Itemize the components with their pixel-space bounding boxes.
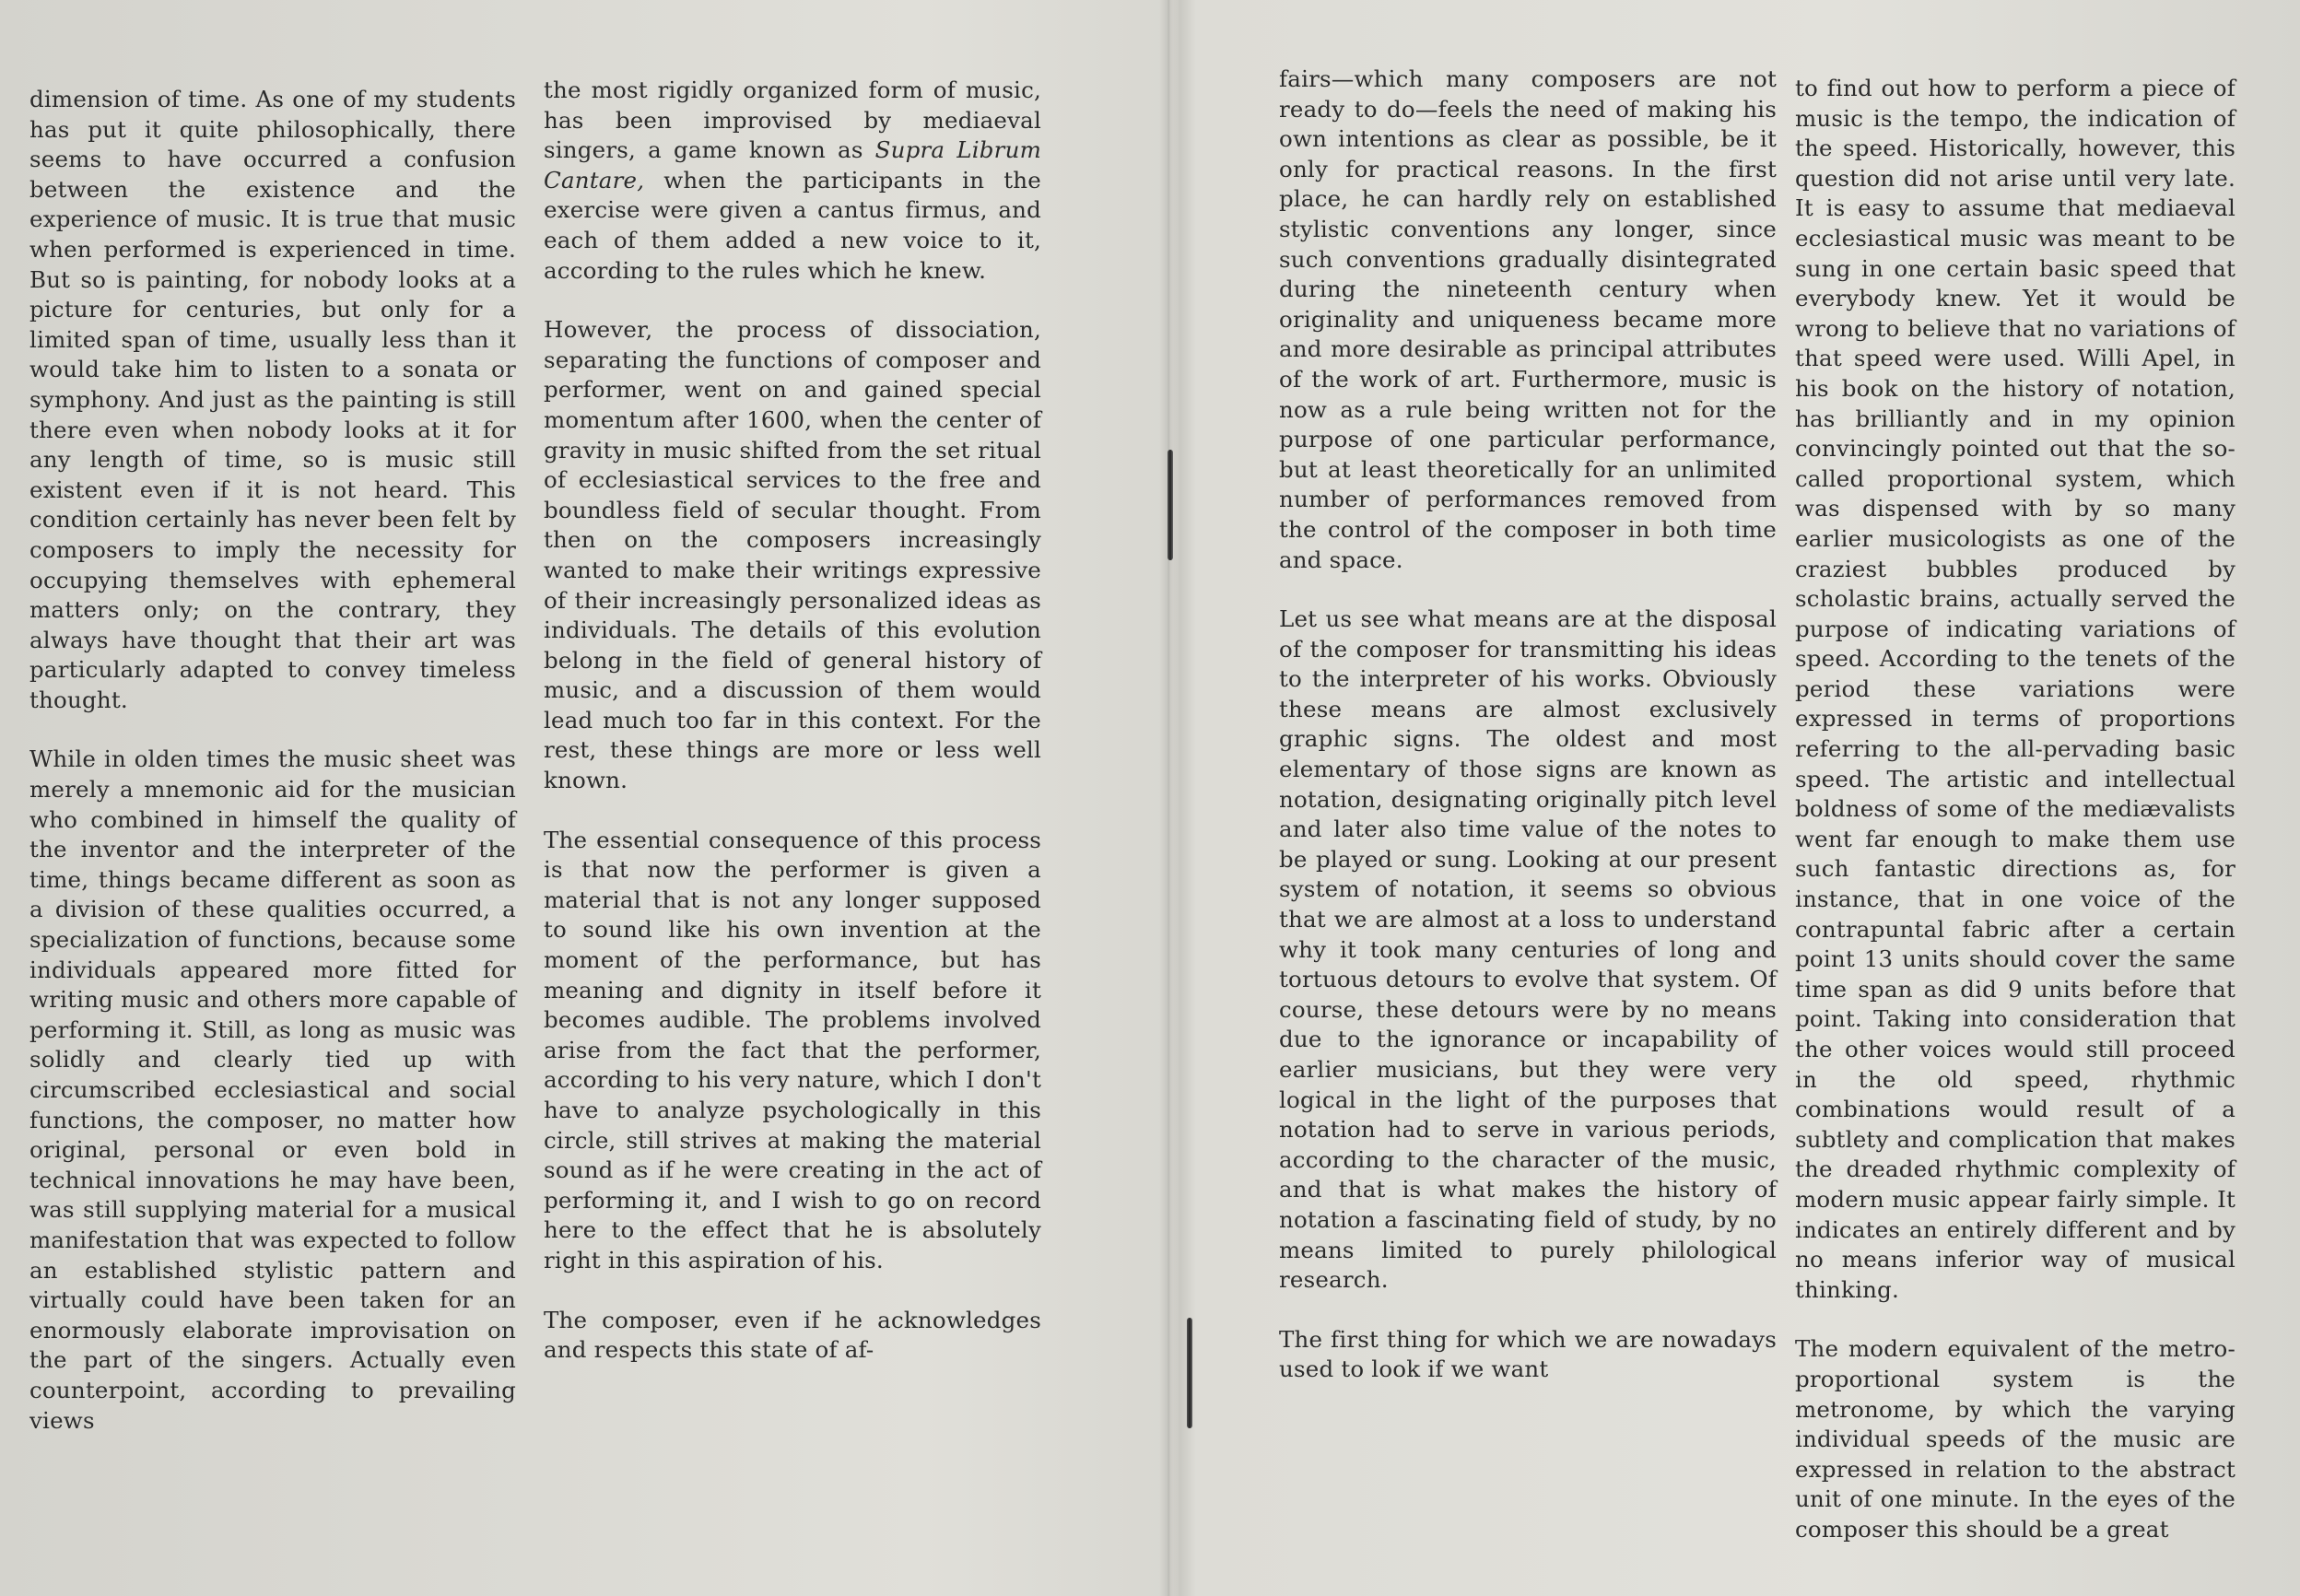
- paragraph-text: the most rigidly organized form of music, has been improvised by mediaeval singers, a game known as: [544, 76, 1041, 164]
- paragraph: The modern equivalent of the metro-proportional system is the metronome, by which the varying individual speeds of the music are expressed in relation to the abstract unit of one minute. In the eyes of the composer this should be a great: [1795, 1335, 2235, 1543]
- column-3: [1279, 65, 1777, 1414]
- paragraph: The composer, even if he acknowledges and respects this state of af-: [544, 1306, 1041, 1364]
- paragraph: The first thing for which we are nowadays used to look if we want: [1279, 1325, 1777, 1383]
- paragraph: While in olden times the music sheet was merely a mnemonic aid for the musician who combined in himself the quality of the inventor and the interpreter of the time, things became different as soon as a division of these qualities occurred, a specialization of functions, because some individuals appeared more fitted for writing music and others more capable of performing it. Still, as long as music was solidly and clearly tied up with circumscribed ecclesiastical and social functions, the composer, no matter how original, personal or even bold in technical innovations he may have been, was still supplying material for a musical manifestation that was expected to follow an established stylistic pattern and virtually could have been taken for an enormously elaborate improvisation on the part of the singers. Actually even counterpoint, according to prevailing views: [29, 745, 516, 1434]
- paragraph-text: when the participants in the exercise were given a cantus firmus, and each of them added a new voice to it, according to the rules which he knew.: [544, 166, 1041, 284]
- paragraph: fairs—which many composers are not ready to do—feels the need of making his own intentions as clear as possible, be it only for practical reasons. In the first place, he can hardly rely on established stylistic conventions any longer, since such conventions gradually disintegrated during the nineteenth century when originality and uniqueness became more and more desirable as principal attributes of the work of art. Furthermore, music is now as a rule being written not for the purpose of one particular performance, but at least theoretically for an unlimited number of performances removed from the control of the composer in both time and space.: [1279, 65, 1777, 573]
- paragraph: However, the process of dissociation, separating the functions of composer and performer, went on and gained special momentum after 1600, when the center of gravity in music shifted from the set ritual of ecclesiastical services to the free and boundless field of secular thought. From then on the composers increasingly wanted to make their writings expressive of their increasingly personalized ideas as individuals. The details of this evolution belong in the field of general history of music, and a discussion of them would lead much too far in this context. For the rest, these things are more or less well known.: [544, 316, 1041, 794]
- paragraph: to find out how to perform a piece of music is the tempo, the indication of the speed. Historically, however, this question did not arise until very late. It is easy to assume that mediaeval ecclesiastical music was meant to be sung in one certain basic speed that everybody knew. Yet it would be wrong to believe that no variations of that speed were used. Willi Apel, in his book on the history of notation, has brilliantly and in my opinion convincingly pointed out that the so-called proportional system, which was dispensed with by so many earlier musicologists as one of the craziest bubbles produced by scholastic brains, actually served the purpose of indicating variations of speed. According to the tenets of the period these variations were expressed in terms of proportions referring to the all-pervading basic speed. The artistic and intellectual boldness of some of the mediævalists went far enough to make them use such fantastic directions as, for instance, that in one voice of the contrapuntal fabric after a certain point 13 units should cover the same time span as did 9 units before that point. Taking into consideration that the other voices would still proceed in the old speed, rhythmic combinations would result of a subtlety and complication that makes the dreaded rhythmic complexity of modern music appear fairly simple. It indicates an entirely different and by no means inferior way of musical thinking.: [1795, 75, 2235, 1303]
- column-1: [29, 85, 516, 1465]
- paragraph: Let us see what means are at the disposal of the composer for transmitting his ideas to the interpreter of his works. Obviously these means are almost exclusively graphic signs. The oldest and most elementary of those signs are known as notation, designating originally pitch level and later also time value of the notes to be played or sung. Looking at our present system of notation, it seems so obvious that we are almost at a loss to understand why it took many centuries of long and tortuous detours to evolve that system. Of course, these detours were by no means due to the ignorance or incapability of earlier musicians, but they were very logical in the light of the purposes that notation had to serve in various periods, according to the character of the music, and that is what makes the history of notation a fascinating field of study, by no means limited to purely philological research.: [1279, 605, 1777, 1294]
- paragraph: dimension of time. As one of my students has put it quite philosophically, there seems to have occurred a confusion between the existence and the experience of music. It is true that music when performed is experienced in time. But so is painting, for nobody looks at a picture for centuries, but only for a limited span of time, usually less than it would take him to listen to a sonata or symphony. And just as the painting is still there even when nobody looks at it for any length of time, so is music still existent even if it is not heard. This condition certainly has never been felt by composers to imply the necessity for occupying themselves with ephemeral matters only; on the contrary, they always have thought that their art was particularly adapted to convey timeless thought.: [29, 86, 516, 713]
- column-2: [544, 76, 1041, 1395]
- paragraph: The essential consequence of this process is that now the performer is given a material that is not any longer supposed to sound like his own invention at the moment of the performance, but has meaning and dignity in itself before it becomes audible. The problems involved arise from the fact that the performer, according to his very nature, which I don't have to analyze psychologically in this circle, still strives at making the material sound as if he were creating in the act of performing it, and I wish to go on record here to the effect that he is absolutely right in this aspiration of his.: [544, 826, 1041, 1273]
- paragraph: [544, 76, 1041, 286]
- italic-title: Supra Librum Cantare,: [544, 136, 1042, 194]
- column-4: [1795, 74, 2235, 1575]
